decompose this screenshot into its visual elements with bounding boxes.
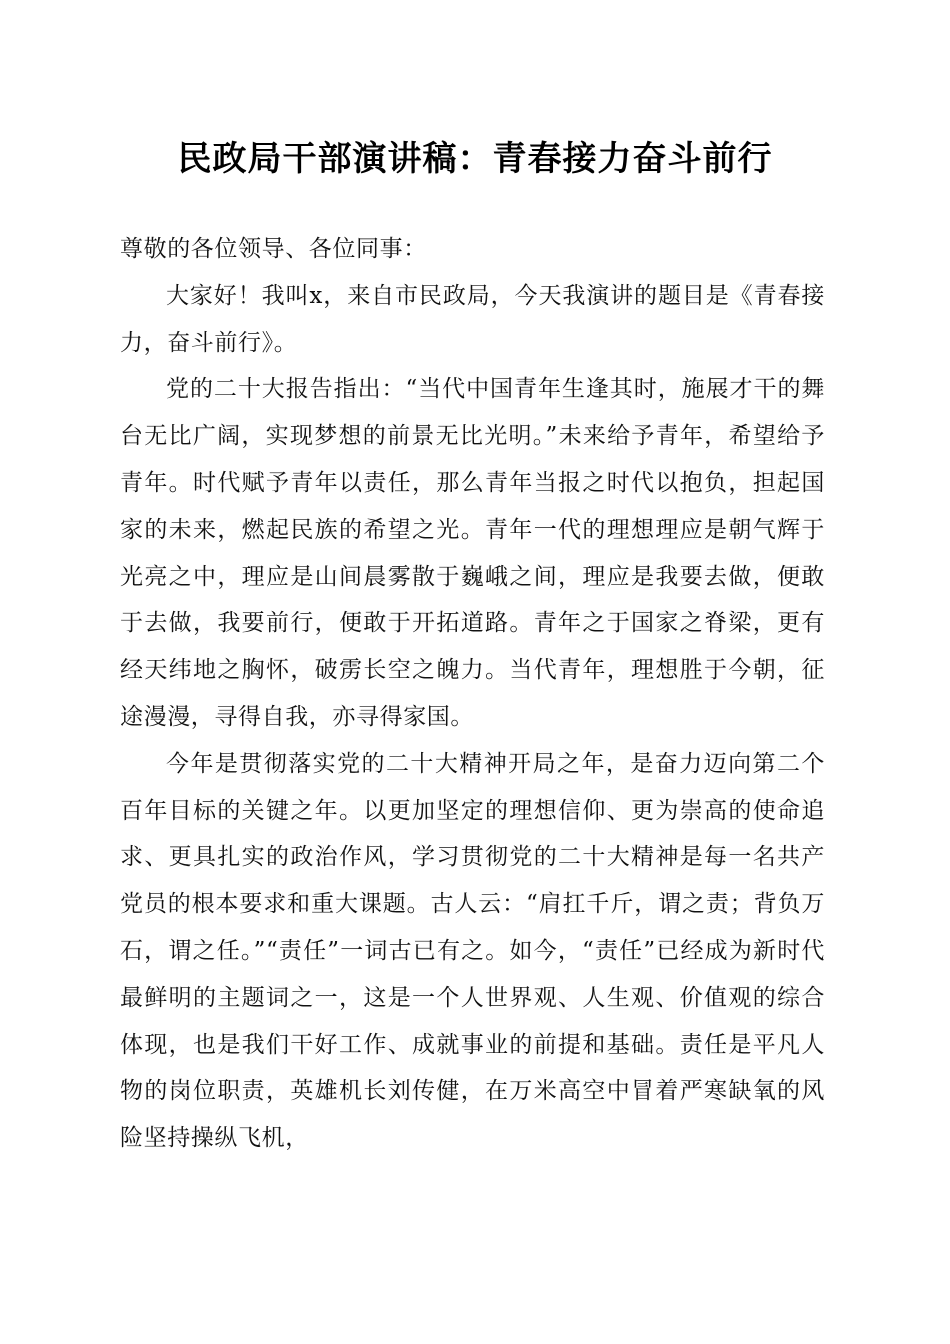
document-title: 民政局干部演讲稿：青春接力奋斗前行 [177, 139, 773, 179]
paragraph-youth-report: 党的二十大报告指出：“当代中国青年生逢其时，施展才干的舞台无比广阔，实现梦想的前景无比光明。”未来给予青年，希望给予青年。时代赋予青年以责任，那么青年当报之时代以抱负，担起国家的未来，燃起民族的希望之光。青年一代的理想理应是朝气辉于光亮之中，理应是山间晨雾散于巍峨之间，理应是我要去做，便敢于去做，我要前行，便敢于开拓道路。青年之于国家之脊梁，更有经天纬地之胸怀，破雳长空之魄力。当代青年，理想胜于今朝，征途漫漫，寻得自我，亦寻得家国。 [120, 376, 825, 730]
paragraph-responsibility: 今年是贯彻落实党的二十大精神开局之年，是奋力迈向第二个百年目标的关键之年。以更加坚定的理想信仰、更为崇高的使命追求、更具扎实的政治作风，学习贯彻党的二十大精神是每一名共产党员的根本要求和重大课题。古人云：“肩扛千斤，谓之责；背负万石，谓之任。”“责任”一词古已有之。如今，“责任”已经成为新时代最鲜明的主题词之一，这是一个人世界观、人生观、价值观的综合体现，也是我们干好工作、成就事业的前提和基础。责任是平凡人物的岗位职责，英雄机长刘传健，在万米高空中冒着严寒缺氧的风险坚持操纵飞机， [120, 750, 825, 1152]
salutation: 尊敬的各位领导、各位同事： [120, 236, 427, 262]
document-body [120, 226, 825, 1162]
paragraph-greeting: 大家好！我叫x，来自市民政局，今天我演讲的题目是《青春接力，奋斗前行》。 [120, 282, 825, 356]
